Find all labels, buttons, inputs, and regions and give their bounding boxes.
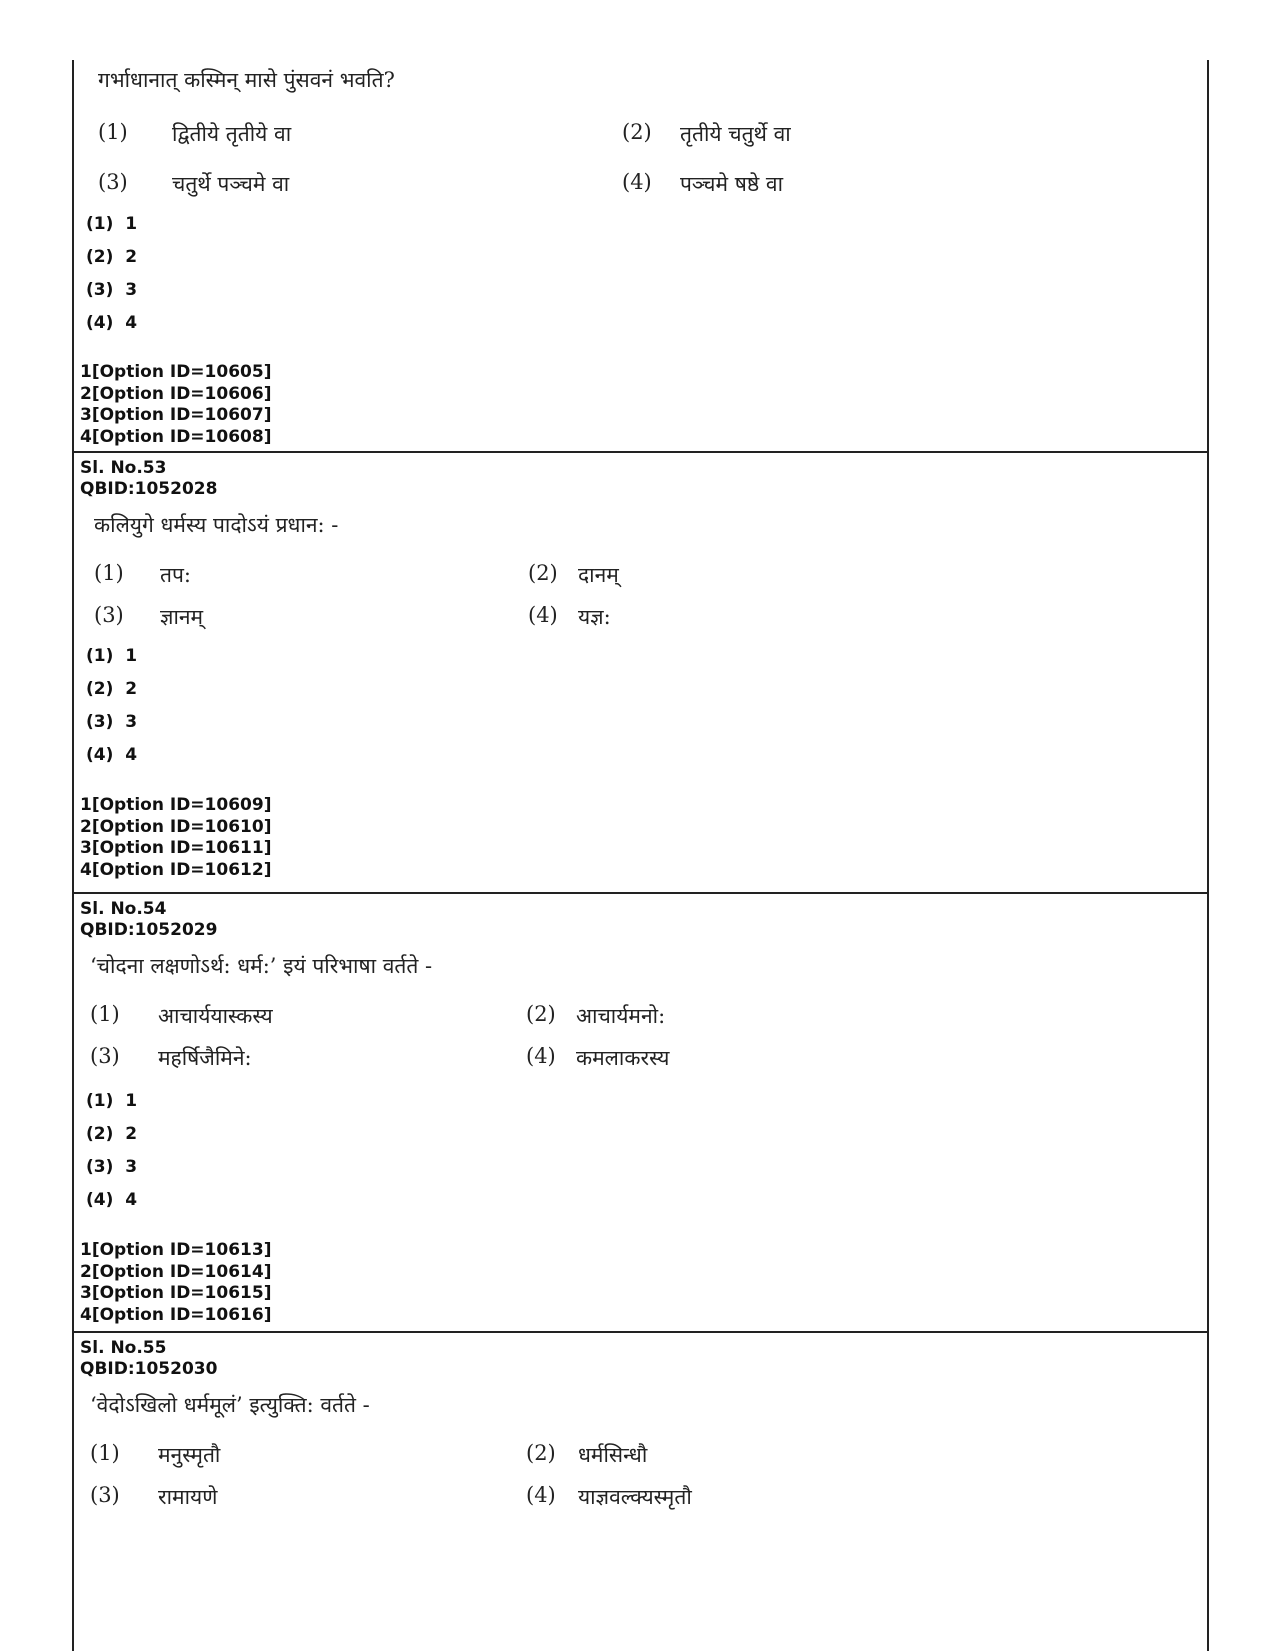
option-number-2: (2) <box>622 120 652 144</box>
option-text-3: रामायणे <box>158 1485 218 1509</box>
option-text-4: यज्ञ: <box>578 605 611 629</box>
option-text-4: याज्ञवल्क्यस्मृतौ <box>578 1485 692 1509</box>
option-number-2: (2) <box>526 1002 556 1026</box>
option-number-1: (1) <box>90 1441 120 1465</box>
option-id-4: 4[Option ID=10616] <box>80 1304 272 1325</box>
option-id-list <box>80 362 271 448</box>
question-block-52 <box>74 60 1207 470</box>
option-id-list <box>80 795 271 881</box>
question-text: ‘वेदोऽखिलो धर्ममूलं’ इत्युक्ति: वर्तते - <box>90 1393 370 1417</box>
serial-number: Sl. No.55 <box>80 1338 167 1358</box>
option-id-list <box>80 1240 271 1326</box>
question-paper-page <box>72 60 1209 1651</box>
answer-choice-3: (3) 3 <box>86 712 138 732</box>
option-text-3: ज्ञानम् <box>160 605 204 629</box>
option-number-2: (2) <box>526 1441 556 1465</box>
option-number-1: (1) <box>98 120 128 144</box>
question-text: गर्भाधानात् कस्मिन् मासे पुंसवनं भवति? <box>98 68 395 92</box>
option-id-4: 4[Option ID=10608] <box>80 426 272 447</box>
option-number-1: (1) <box>90 1002 120 1026</box>
option-text-1: आचार्ययास्कस्य <box>158 1004 273 1028</box>
option-number-4: (4) <box>528 603 558 627</box>
option-text-2: तृतीये चतुर्थे वा <box>680 122 791 146</box>
answer-choice-4: (4) 4 <box>86 745 138 765</box>
answer-choice-1: (1) 1 <box>86 646 138 666</box>
answer-choice-1: (1) 1 <box>86 214 138 234</box>
option-number-1: (1) <box>94 561 124 585</box>
answer-choice-4: (4) 4 <box>86 1190 138 1210</box>
option-number-3: (3) <box>90 1044 120 1068</box>
option-text-3: चतुर्थे पञ्चमे वा <box>172 172 290 196</box>
qbid: QBID:1052030 <box>80 1359 218 1379</box>
option-number-3: (3) <box>90 1483 120 1507</box>
option-text-1: द्वितीये तृतीये वा <box>172 122 292 146</box>
option-id-2: 2[Option ID=10606] <box>80 383 272 404</box>
option-id-3: 3[Option ID=10615] <box>80 1283 272 1303</box>
question-block-55 <box>74 1331 1207 1651</box>
option-number-2: (2) <box>528 561 558 585</box>
option-text-4: पञ्चमे षष्ठे वा <box>680 172 784 196</box>
option-id-4: 4[Option ID=10612] <box>80 859 272 880</box>
option-number-3: (3) <box>94 603 124 627</box>
answer-choice-3: (3) 3 <box>86 1157 138 1177</box>
serial-number: Sl. No.54 <box>80 899 167 919</box>
option-number-4: (4) <box>622 170 652 194</box>
option-text-2: धर्मसिन्धौ <box>578 1443 648 1467</box>
option-number-4: (4) <box>526 1483 556 1507</box>
option-text-2: दानम् <box>578 563 619 587</box>
option-number-3: (3) <box>98 170 128 194</box>
answer-choice-2: (2) 2 <box>86 247 138 267</box>
serial-number: Sl. No.53 <box>80 458 167 478</box>
answer-choice-2: (2) 2 <box>86 679 138 699</box>
option-number-4: (4) <box>526 1044 556 1068</box>
question-block-53 <box>74 451 1207 892</box>
option-text-2: आचार्यमनो: <box>576 1004 666 1028</box>
option-id-1: 1[Option ID=10609] <box>80 795 272 815</box>
answer-choice-2: (2) 2 <box>86 1124 138 1144</box>
option-id-1: 1[Option ID=10613] <box>80 1240 272 1260</box>
answer-choice-4: (4) 4 <box>86 313 138 333</box>
question-text: कलियुगे धर्मस्य पादोऽयं प्रधान: - <box>94 513 339 537</box>
option-text-3: महर्षिजैमिने: <box>158 1046 252 1070</box>
option-text-1: मनुस्मृतौ <box>158 1443 221 1467</box>
option-text-4: कमलाकरस्य <box>576 1046 670 1070</box>
qbid: QBID:1052028 <box>80 479 218 499</box>
answer-choice-1: (1) 1 <box>86 1091 138 1111</box>
question-text: ‘चोदना लक्षणोऽर्थ: धर्म:’ इयं परिभाषा वर्तते - <box>90 954 433 978</box>
option-text-1: तप: <box>160 563 191 587</box>
option-id-1: 1[Option ID=10605] <box>80 362 272 382</box>
answer-choice-3: (3) 3 <box>86 280 138 300</box>
option-id-2: 2[Option ID=10610] <box>80 816 272 837</box>
question-block-54 <box>74 892 1207 1331</box>
option-id-2: 2[Option ID=10614] <box>80 1261 272 1282</box>
option-id-3: 3[Option ID=10607] <box>80 405 272 425</box>
option-id-3: 3[Option ID=10611] <box>80 838 272 858</box>
qbid: QBID:1052029 <box>80 920 218 940</box>
